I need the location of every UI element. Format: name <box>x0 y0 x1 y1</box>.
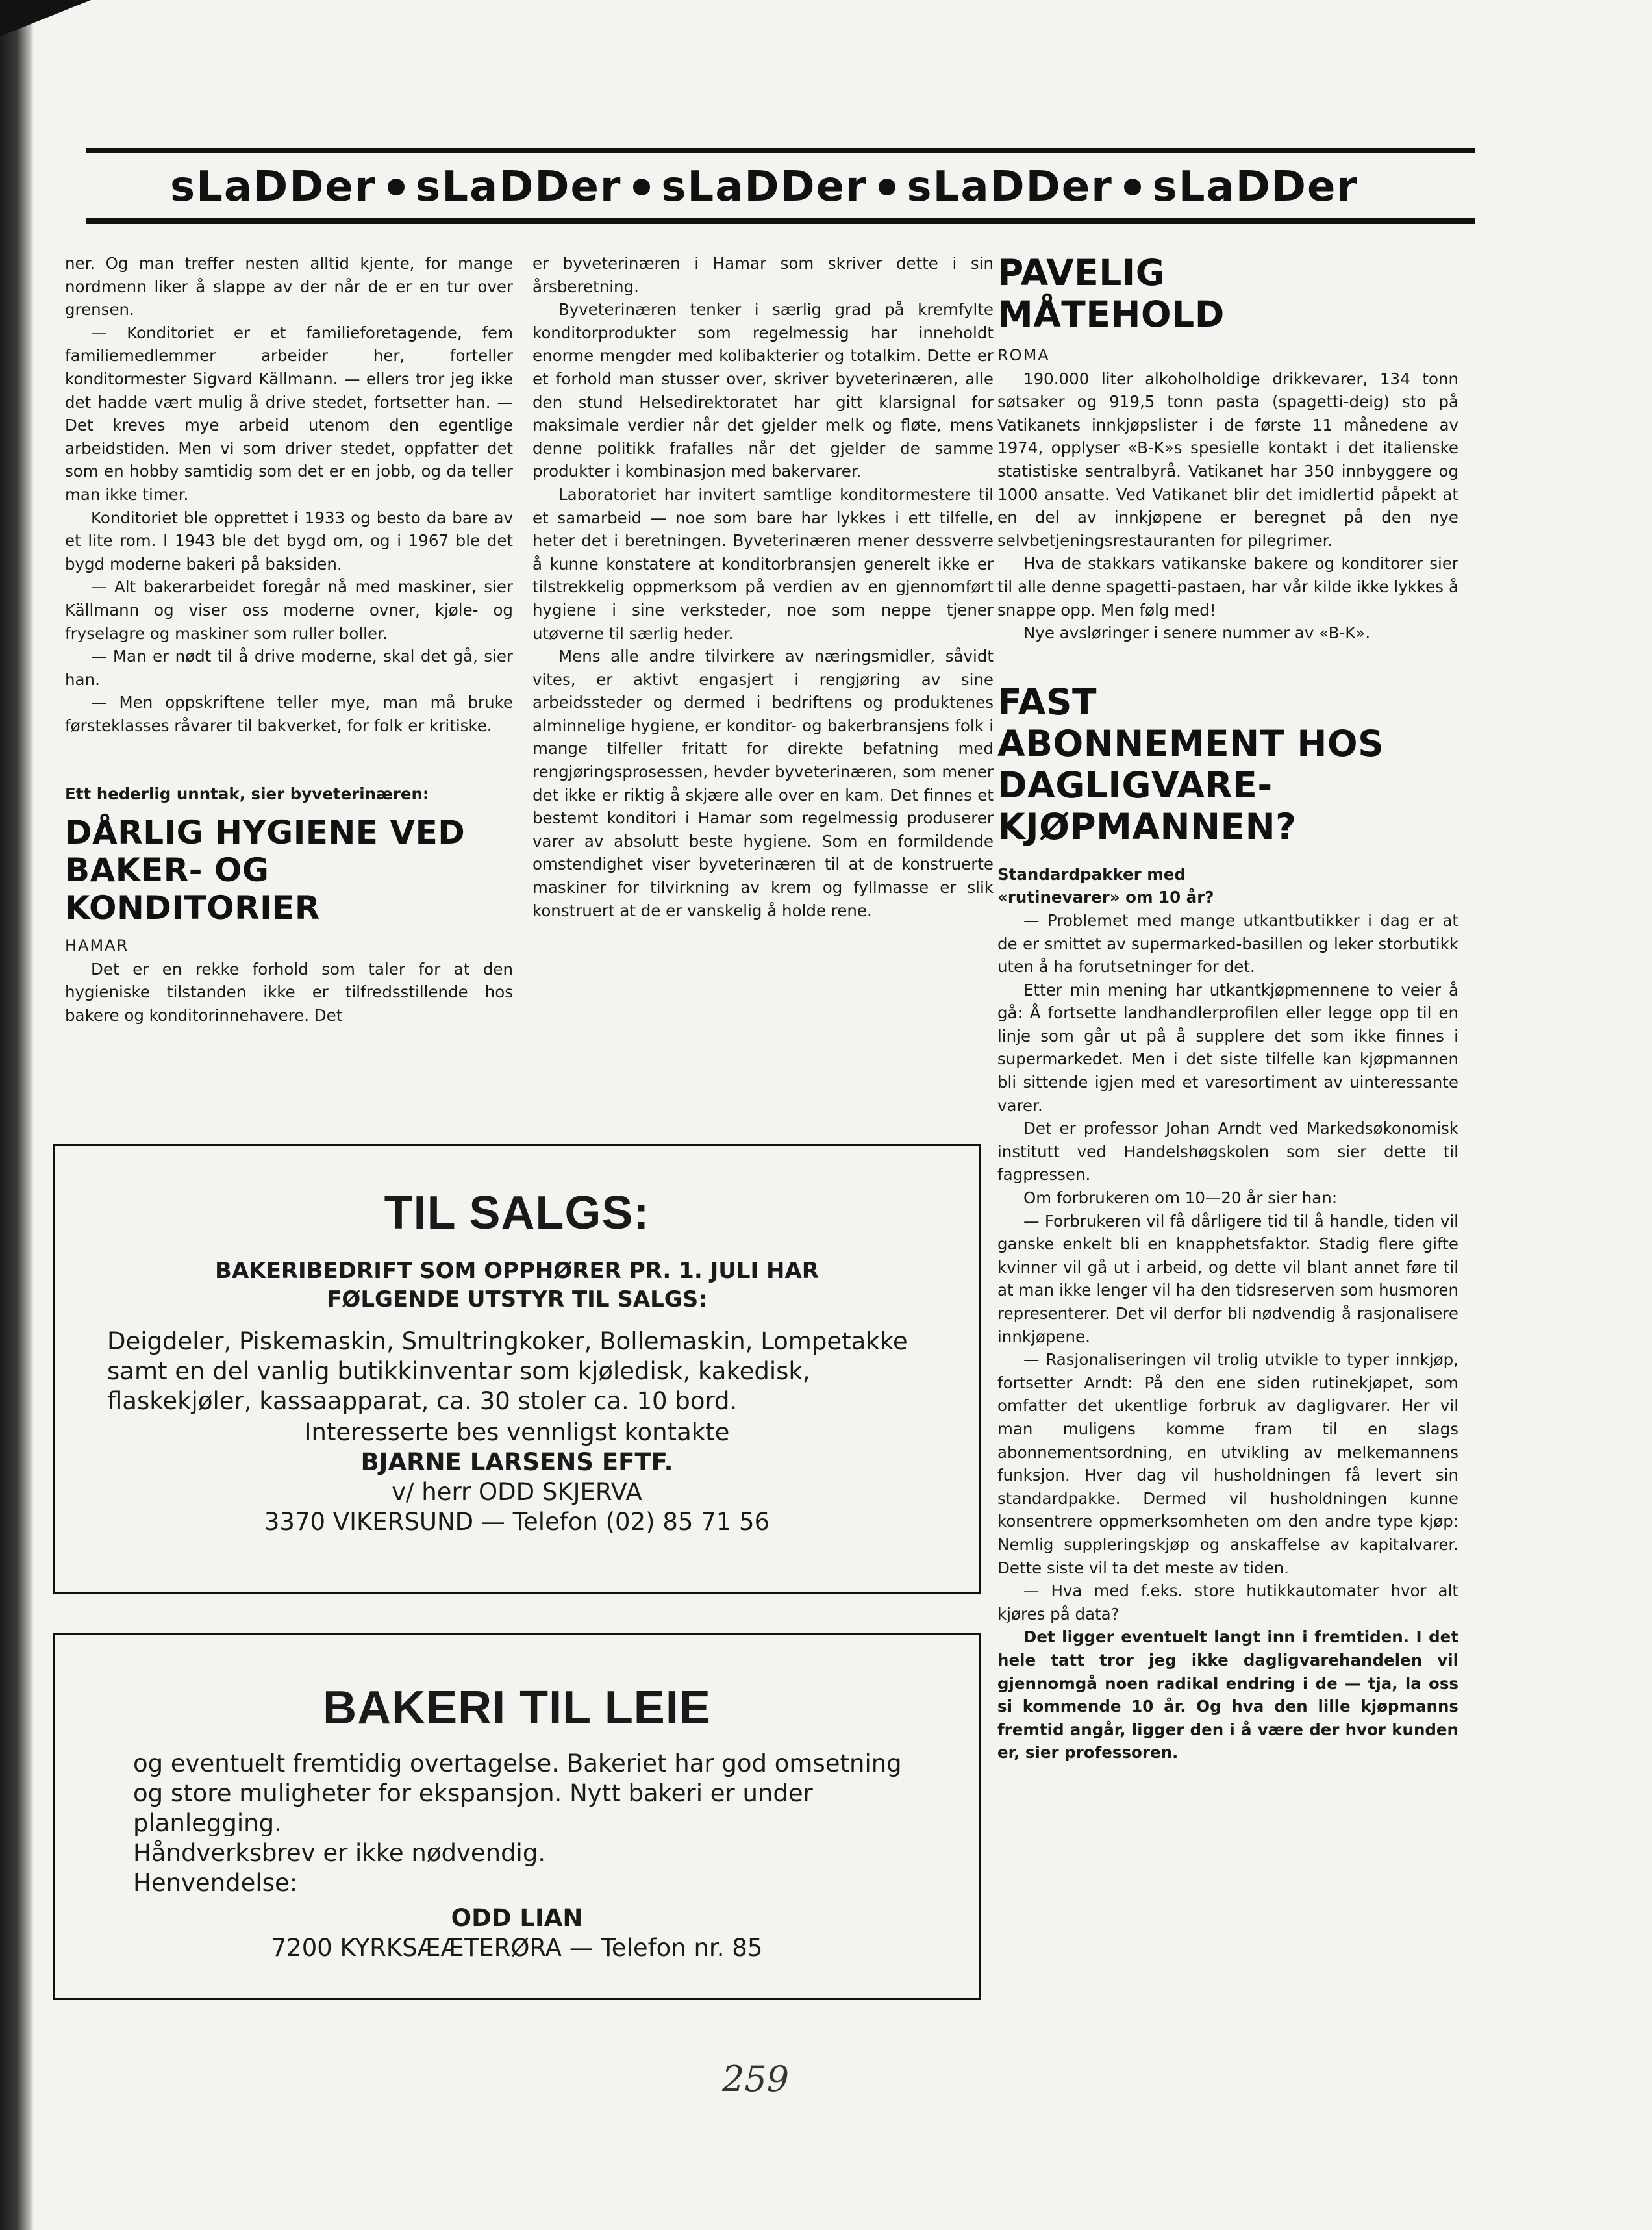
column-2 <box>532 252 994 922</box>
banner-word: sLaDDer <box>907 163 1113 211</box>
paragraph: Laboratoriet har invitert samtlige konditormestere til et samarbeid — noe som bare har lykkes i ett tilfelle, heter det i beretningen. Byveterinæren mener dessverre å kunne konstatere at konditorbransjen generelt ikke er tilstrekkelig oppmerksom på verdien av en gjennomført hygiene i sine verksteder, noe som neppe tjener utøverne til særlig heder. <box>532 484 994 643</box>
paragraph: ner. Og man treffer nesten alltid kjente, for mange nordmenn liker å slappe av der når de er en tur over grensen. <box>65 254 513 319</box>
article-headline: FAST ABONNEMENT HOS DAGLIGVARE-KJØPMANNEN? <box>997 681 1384 847</box>
paragraph: Nye avsløringer i senere nummer av «B-K». <box>1023 623 1371 643</box>
magazine-page <box>34 0 1605 2230</box>
paragraph: Det ligger eventuelt langt inn i fremtiden. I det hele tatt tror jeg ikke dagligvarehandelen vil gjennomgå noen radikal endring i de — tja, la oss si kommende 10 år. Og hva den lille kjøpmanns fremtid angår, ligger den i å være der hvor kunden er, sier professoren. <box>997 1627 1458 1762</box>
banner-word: sLaDDer <box>661 163 868 211</box>
ad-items: Deigdeler, Piskemaskin, Smultringkoker, Bollemaskin, Lompetakke samt en del vanlig butikkinventar som kjøledisk, kakedisk, flaskekjøler, kassaapparat, ca. 30 stoler ca. 10 bord. <box>107 1327 908 1415</box>
ad-address: 3370 VIKERSUND — Telefon (02) 85 71 56 <box>264 1508 770 1536</box>
paragraph: Mens alle andre tilvirkere av næringsmidler, såvidt vites, er aktivt engasjert i rengjøring av sine arbeidssteder og dermed i bedriftens og produktenes alminnelige hygiene, er konditor- og bakerbransjens folk i mange tilfeller fritatt for direkte befatning med rengjøringsprosessen, hevder byveterinæren, som mener det ikke er riktig å skjære alle over en kam. Det finnes et bestemt konditori i Hamar som regelmessig produserer varer av absolutt beste hygiene. Som en formildende omstendighet viser byveterinæren til at de konstruerte maskiner for tilvirkning av krem og fyllmasse er slik konstruert at de er vanskelig å holde rene. <box>532 647 994 920</box>
article-kicker: Ett hederlig unntak, sier byveterinæren: <box>65 784 429 804</box>
paragraph: — Konditoriet er et familieforetagende, fem familiemedlemmer arbeider her, forteller konditormester Sigvard Källmann. — ellers tror jeg ikke det hadde vært mulig å drive stedet, fortsetter han. — Det kreves mye arbeid utenom den egentlige arbeidstiden. Men vi som driver stedet, oppfatter det som en hobby samtidig som det er en jobb, og da teller man ikke timer. <box>65 323 513 504</box>
paragraph: — Men oppskriftene teller mye, man må bruke førsteklasses råvarer til bakverket, for folk er kritiske. <box>65 693 513 735</box>
ad-body: Håndverksbrev er ikke nødvendig. <box>133 1839 546 1867</box>
paragraph: Om forbrukeren om 10—20 år sier han: <box>1023 1188 1338 1208</box>
paragraph: Hva de stakkars vatikanske bakere og konditorer sier til alle denne spagetti-pastaen, har vår kilde ikke lykkes å snappe opp. Men følg med! <box>997 554 1458 620</box>
paragraph: Byveterinæren tenker i særlig grad på kremfylte konditorprodukter som regelmessig har inneholdt enorme mengder med kolibakterier og totalkim. Dette er et forhold man stusser over, skriver byveterinæren, alle den stund Helsedirektoratet har gitt klarsignal for maksimale verdier når det gjelder melk og fløte, mens denne politikk frafalles når det gjelder de samme produkter i kombinasjon med bakervarer. <box>532 300 994 481</box>
paragraph: — Man er nødt til å drive moderne, skal det gå, sier han. <box>65 647 513 689</box>
article-headline: DÅRLIG HYGIENE VED BAKER- OG KONDITORIER <box>65 814 466 927</box>
banner-bullet <box>633 179 650 195</box>
banner-bullet <box>1124 179 1141 195</box>
page-number: 259 <box>722 2059 790 2099</box>
classified-ad-for-rent <box>53 1633 981 2000</box>
ad-attn: v/ herr ODD SKJERVA <box>392 1478 642 1506</box>
banner-bullet <box>388 179 405 195</box>
article-dateline: HAMAR <box>65 936 129 955</box>
ad-contact-name: ODD LIAN <box>451 1904 583 1932</box>
ad-address: 7200 KYRKSÆÆTERØRA — Telefon nr. 85 <box>271 1934 763 1962</box>
ad-contact-lead: Interesserte bes vennligst kontakte <box>304 1418 730 1446</box>
column-3 <box>997 252 1458 1764</box>
ad-body: Henvendelse: <box>133 1869 298 1897</box>
paragraph: — Problemet med mange utkantbutikker i dag er at de er smittet av supermarked-basillen og leker storbutikk uten å ha forutsetninger for det. <box>997 910 1458 977</box>
banner-bottom-rule <box>86 218 1475 224</box>
article-dateline: ROMA <box>997 346 1050 364</box>
paragraph: — Alt bakerarbeidet foregår nå med maskiner, sier Källmann og viser oss moderne ovner, kjøle- og fryselagre og maskiner som ruller boller. <box>65 577 513 643</box>
book-spine-shadow <box>0 0 34 2230</box>
ad-title: TIL SALGS: <box>384 1187 650 1239</box>
paragraph: — Hva med f.eks. store hutikkautomater hvor alt kjøres på data? <box>997 1581 1458 1623</box>
article-lead: Standardpakker med «rutinevarer» om 10 år? <box>997 864 1214 907</box>
paragraph: Etter min mening har utkantkjøpmennene to veier å gå: Å fortsette landhandlerprofilen eller legge opp til en linje som går ut på å supplere det som ikke finnes i supermarkedet. Men i det siste tilfelle kan kjøpmannen bli sittende igjen med et varesortiment av uinteressante varer. <box>997 980 1458 1115</box>
banner-word: sLaDDer <box>170 163 377 211</box>
paragraph: — Forbrukeren vil få dårligere tid til å handle, tiden vil ganske enkelt bli en knapphetsfaktor. Stadig flere gifte kvinner vil gå ut i arbeid, og dette vil blant annet føre til at man ikke lenger vil ha den tidsreserven som husmoren representerer. Det vil derfor bli nødvendig å rasjonalisere innkjøpene. <box>997 1211 1458 1346</box>
banner-word: sLaDDer <box>1152 163 1358 211</box>
paragraph: — Rasjonaliseringen vil trolig utvikle to typer innkjøp, fortsetter Arndt: På den ene siden rutinekjøpet, som omfatter det ukentlige forbruk av dagligvarer. Her vil man muligens komme fram til en slags abonnementsordning, en utvikling av melkemannens funksjon. Hver dag vil husholdningen få levert sin standardpakke. Dermed vil husholdningen kunne konsentrere oppmerksomheten om den andre type kjøp: Nemlig suppleringskjøp og anskaffelse av kapitalvarer. Dette siste vil ta det meste av tiden. <box>997 1350 1458 1577</box>
paragraph: 190.000 liter alkoholholdige drikkevarer, 134 tonn søtsaker og 919,5 tonn pasta (spagetti-deig) sto på Vatikanets innkjøpslister i de første 11 månedene av 1974, opplyser «B-K»s spesielle kontakt i det italienske statistiske sentralbyrå. Vatikanet har 350 innbyggere og 1000 ansatte. Ved Vatikanet blir det imidlertid påpekt at en del av innkjøpene er beregnet på den nye selvbetjeningsrestauranten for pilegrimer. <box>997 369 1458 550</box>
sladder-banner <box>170 161 1358 213</box>
banner-word: sLaDDer <box>416 163 622 211</box>
ad-body: og eventuelt fremtidig overtagelse. Bakeriet har god omsetning og store muligheter for ekspansjon. Nytt bakeri er under planlegging. <box>133 1749 902 1837</box>
paragraph: Konditoriet ble opprettet i 1933 og besto da bare av et lite rom. I 1943 ble det bygd om, og i 1967 ble det bygd moderne bakeri på baksiden. <box>65 508 513 573</box>
paragraph: Det er en rekke forhold som taler for at den hygieniske tilstanden ikke er tilfredsstillende hos bakere og konditorinnehavere. Det <box>65 959 513 1025</box>
paragraph: Det er professor Johan Arndt ved Markedsøkonomisk institutt ved Handelshøgskolen som sier dette til fagpressen. <box>997 1119 1458 1184</box>
column-1 <box>65 252 513 1027</box>
classified-ad-for-sale <box>53 1144 981 1594</box>
paragraph: er byveterinæren i Hamar som skriver dette i sin årsberetning. <box>532 254 994 296</box>
ad-subtitle: BAKERIBEDRIFT SOM OPPHØRER PR. 1. JULI HAR FØLGENDE UTSTYR TIL SALGS: <box>215 1258 819 1312</box>
ad-title: BAKERI TIL LEIE <box>323 1682 711 1734</box>
banner-bullet <box>879 179 895 195</box>
banner-top-rule <box>86 148 1475 153</box>
ad-company: BJARNE LARSENS EFTF. <box>360 1448 673 1476</box>
article-headline: PAVELIG MÅTEHOLD <box>997 252 1225 335</box>
